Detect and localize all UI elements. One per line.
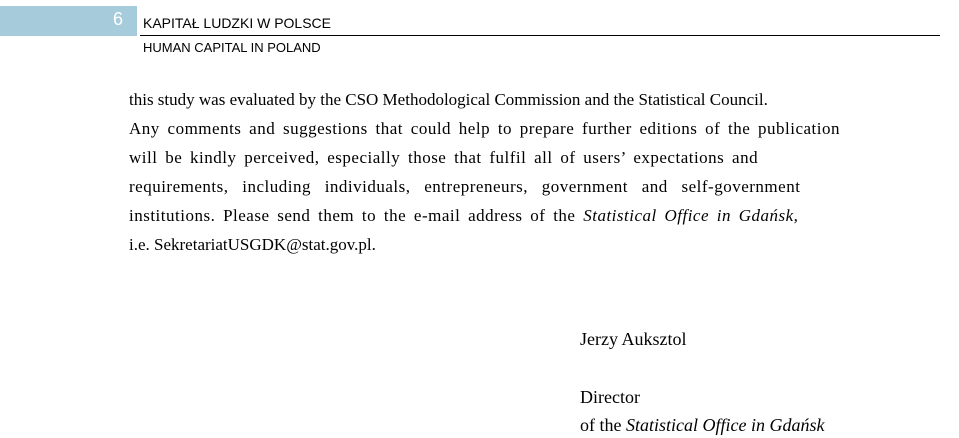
paragraph-line <box>129 206 798 226</box>
running-header-polish: KAPITAŁ LUDZKI W POLSCE <box>143 15 332 31</box>
signatory-organization <box>580 415 824 435</box>
org-prefix: of the <box>580 415 626 435</box>
paragraph-text: institutions. Please send them to the e-mail address of the <box>129 206 584 225</box>
signatory-name: Jerzy Auksztol <box>580 329 687 349</box>
header-divider <box>140 35 940 36</box>
running-header-english: HUMAN CAPITAL IN POLAND <box>143 40 321 55</box>
contact-email-line: i.e. SekretariatUSGDK@stat.gov.pl. <box>129 235 376 254</box>
paragraph-line: requirements, including individuals, entrepreneurs, government and self-government <box>129 177 801 196</box>
office-name-italic: Statistical Office in Gdańsk, <box>583 206 799 225</box>
paragraph-line: will be kindly perceived, especially those that fulfil all of users’ expectations and <box>129 148 759 167</box>
signatory-role: Director <box>580 387 640 407</box>
paragraph-line: this study was evaluated by the CSO Methodological Commission and the Statistical Council. <box>129 90 768 109</box>
paragraph-line: Any comments and suggestions that could help to prepare further editions of the publication <box>129 119 840 138</box>
page-number: 6 <box>113 9 124 29</box>
org-name-italic: Statistical Office in Gdańsk <box>625 415 825 435</box>
